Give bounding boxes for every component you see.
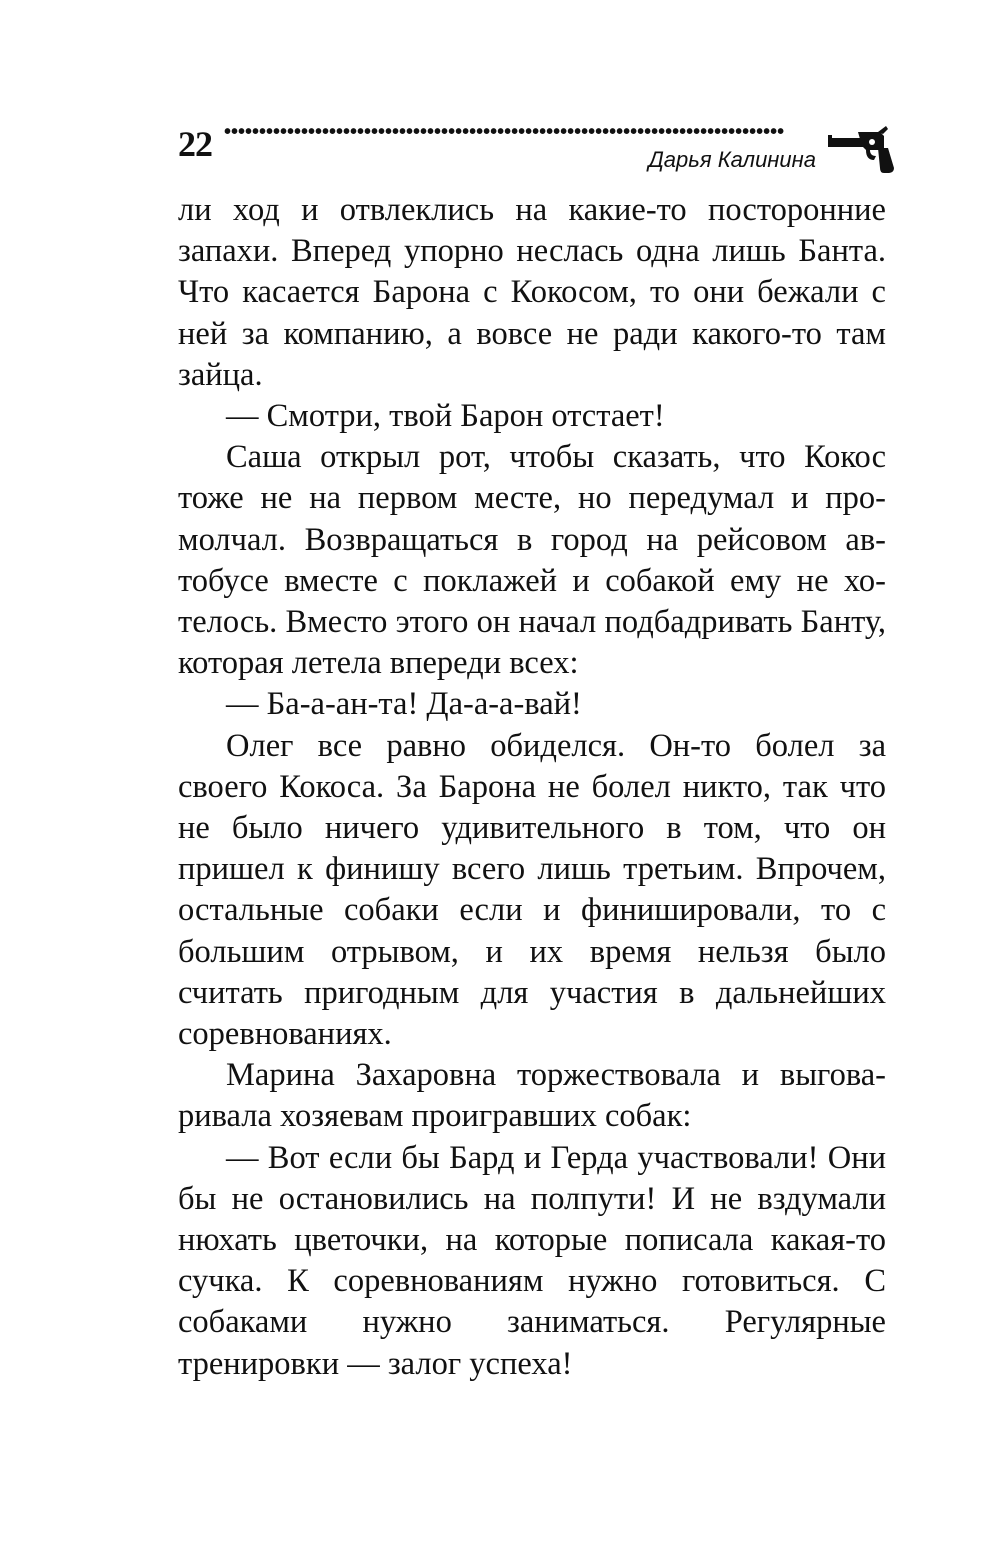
- paragraph: ли ход и отвлеклись на какие-то посторонние запахи. Вперед упорно неслась одна лишь Банта. Что касается Барона с Кокосом, то они бежали с ней за компанию, а вовсе не ради какого-то там зайца.: [178, 192, 886, 393]
- paragraph: Саша открыл рот, чтобы сказать, что Кокос тоже не на первом месте, но передумал и промолчал. Возвращаться в город на рейсовом автобусе вместе с поклажей и собакой ему не хотелось. Вместо этого он начал подбадривать Банту, которая летела впереди всех:: [178, 439, 886, 682]
- book-page-text: [178, 190, 886, 1385]
- page-number: 22: [178, 124, 212, 164]
- paragraph: — Вот если бы Бард и Герда участвовали! Они бы не остановились на полпути! И не вздумали нюхать цветочки, на которые пописала какая-то сучка. К соревнованиям нужно готовиться. С собаками нужно заниматься. Регулярные тренировки — залог успеха!: [178, 1139, 886, 1382]
- running-header: [178, 122, 894, 182]
- author-name: Дарья Калинина: [648, 147, 816, 172]
- paragraph: — Смотри, твой Барон отстает!: [226, 398, 665, 435]
- paragraph: Олег все равно обиделся. Он-то болел за своего Кокоса. За Барона не болел никто, так что не было ничего удивительного в том, что он пришел к финишу всего лишь третьим. Впрочем, остальные собаки если и финишировали, то с большим отрывом, и их время нельзя было считать пригодным для участия в дальнейших соревнованиях.: [178, 727, 886, 1053]
- header-dotted-leader: ••••••••••••••••••••••••••••••••••••••••••••••••••••••••••••••••••••••••••••••••: [224, 122, 785, 142]
- revolver-icon: [828, 124, 894, 174]
- paragraph: — Ба-а-ан-та! Да-а-а-вай!: [226, 686, 582, 723]
- paragraph: Марина Захаровна торжествовала и выговаривала хозяевам проигравших собак:: [178, 1057, 886, 1135]
